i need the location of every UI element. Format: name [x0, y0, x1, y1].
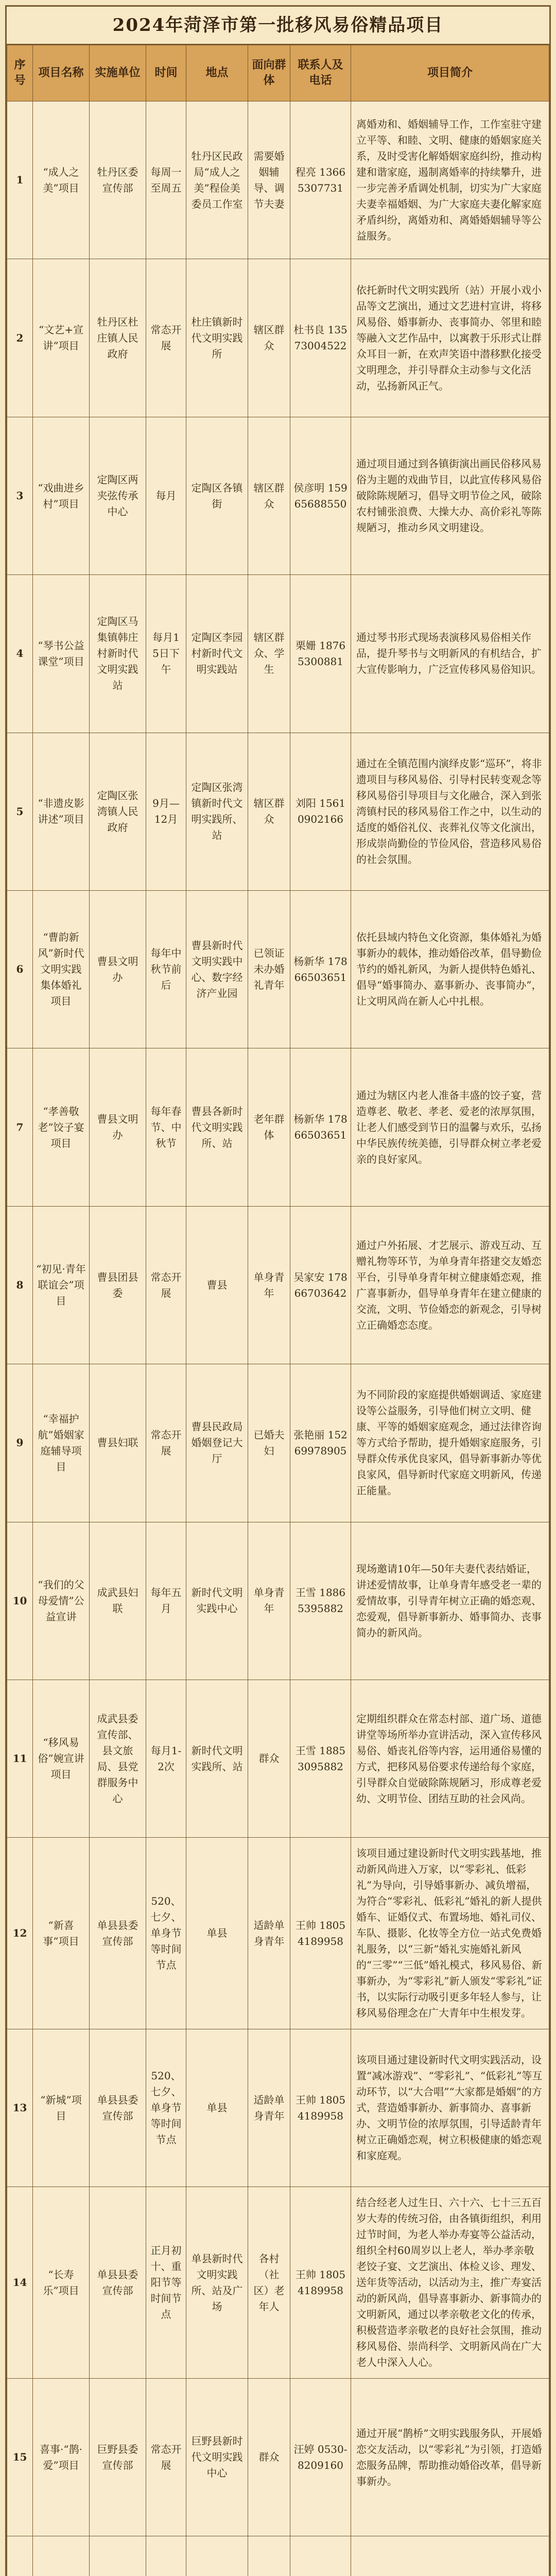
- cell-unit: 牡丹区委宣传部: [90, 101, 146, 259]
- table-row: [7, 101, 549, 259]
- cell-seq: 12: [7, 1838, 33, 2029]
- cell-intro: 通过户外拓展、才艺展示、游戏互动、互赠礼物等环节，为单身青年搭建交友婚恋平台，引导单身青年树立健康婚恋观，推广喜事新办，倡导单身青年在建立健康的交流，文明、节俭婚恋的新观念，引导树立正确婚恋态度。: [351, 1206, 549, 1364]
- cell-group: 群众: [248, 2378, 290, 2536]
- cell-intro: 依托新时代文明实践所（站）开展小戏小品等文艺演出，通过文艺进村宣讲，将移风易俗、婚事新办、丧事简办、邻里和睦等融入文艺作品中，以寓教于乐形式让群众耳目一新，在欢声笑语中潜移默化接受文明理念，并引导群众主动参与文化活动，弘扬新风正气。: [351, 259, 549, 417]
- cell-place: 曹县新时代文明实践中心、数字经济产业园: [186, 891, 248, 1048]
- cell-contact: 王帅 18054189958: [290, 2029, 351, 2187]
- cell-seq: 4: [7, 575, 33, 733]
- cell-intro: 通过琴书形式现场表演移风易俗相关作品，提升琴书与文明新风的有机结合，扩大宣传影响力，广泛宣传移风易俗知识。: [351, 575, 549, 733]
- table-body: [7, 101, 549, 2576]
- cell-unit: 曹县文明办: [90, 1048, 146, 1206]
- cell-project-name: “成人之美”项目: [33, 101, 90, 259]
- cell-contact: 杜书良 13573004522: [290, 259, 351, 417]
- cell-seq: 8: [7, 1206, 33, 1364]
- cell-time: 520、七夕、单身节等时间节点: [146, 2029, 186, 2187]
- cell-project-name: [33, 2536, 90, 2576]
- cell-time: [146, 2536, 186, 2576]
- cell-seq: [7, 2536, 33, 2576]
- cell-seq: 11: [7, 1680, 33, 1838]
- cell-place: 单县: [186, 2029, 248, 2187]
- table-header-row: [7, 45, 549, 101]
- cell-contact: 栗姗 18765300881: [290, 575, 351, 733]
- cell-project-name: “新城”项目: [33, 2029, 90, 2187]
- cell-project-name: “孝善敬老”饺子宴项目: [33, 1048, 90, 1206]
- cell-intro: 该项目通过建设新时代文明实践活动，设置“减冰游戏”、“零彩礼”、“低彩礼”等互动环节，以“大合唱”“大家都是婚姻”的方式，营造婚事新办、新事简办、喜事新办、文明节俭的浓厚氛围，引导适龄青年树立正确婚恋观，树立积极健康的婚恋观和家庭观。: [351, 2029, 549, 2187]
- cell-place: 曹县各新时代文明实践所、站: [186, 1048, 248, 1206]
- cell-project-name: “幸福护航”婚姻家庭辅导项目: [33, 1364, 90, 1522]
- cell-project-name: “新喜事”项目: [33, 1838, 90, 2029]
- cell-unit: 成武县委宣传部、县文旅局、县党群服务中心: [90, 1680, 146, 1838]
- header-time: 时间: [146, 45, 186, 101]
- cell-unit: 巨野县委宣传部: [90, 2378, 146, 2536]
- cell-seq: 1: [7, 101, 33, 259]
- cell-group: 已领证未办婚礼青年: [248, 891, 290, 1048]
- cell-place: 曹县: [186, 1206, 248, 1364]
- cell-intro: 现场邀请10年—50年夫妻代表结婚证，讲述爱情故事，让单身青年感受老一辈的爱情故事，引导青年树立正确的婚恋观、恋爱观，倡导新事新办、婚事简办、丧事简办的新风尚。: [351, 1522, 549, 1680]
- cell-unit: 单县县委宣传部: [90, 2029, 146, 2187]
- cell-group: 适龄单身青年: [248, 1838, 290, 2029]
- table-row: [7, 2187, 549, 2378]
- cell-contact: [290, 2536, 351, 2576]
- table-row: [7, 2029, 549, 2187]
- cell-intro: 依托县域内特色文化资源，集体婚礼为婚事新办的载体，推动婚俗改革，倡导勤俭节约的婚礼新风，为新人提供特色婚礼、倡导“婚事简办、嘉事新办、丧事简办”，让文明风尚在新人心中扎根。: [351, 891, 549, 1048]
- cell-place: 单县新时代文明实践所、站及广场: [186, 2187, 248, 2378]
- cell-intro: 定期组织群众在常态村部、道广场、道德讲堂等场所举办宣讲活动，深入宣传移风易俗、婚丧礼俗等内容，运用通俗易懂的方式，把移风易俗要求传递给每个家庭，引导群众自觉破除陈规陋习，形成尊老爱幼、文明节俭、团结互助的社会风尚。: [351, 1680, 549, 1838]
- table-row: [7, 1206, 549, 1364]
- cell-seq: 9: [7, 1364, 33, 1522]
- cell-intro: 通过项目通过到各镇街演出画民俗移风易俗为主题的戏曲节目，以此宣传移风易俗破除陈规陋习，倡导文明节俭之风，破除农村铺张浪费、大操大办、高价彩礼等陈规陋习，推动乡风文明建设。: [351, 417, 549, 574]
- cell-intro: 通过在全镇范围内演绎皮影“巡环”，将非遗项目与移风易俗、引导村民转变观念等移风易俗引导项目与文化融合，深入到张湾镇村民的移风易俗工作之中，以生动的适度的婚俗礼仪、丧葬礼仪等文化演出，形成崇尚勤俭的节俭风俗，营造移风易俗的社会氛围。: [351, 733, 549, 890]
- cell-seq: 6: [7, 891, 33, 1048]
- cell-seq: 14: [7, 2187, 33, 2378]
- cell-place: 定陶区各镇街: [186, 417, 248, 574]
- cell-group: 单身青年: [248, 1206, 290, 1364]
- cell-group: 辖区群众、学生: [248, 575, 290, 733]
- cell-seq: 13: [7, 2029, 33, 2187]
- cell-group: 老年群体: [248, 1048, 290, 1206]
- cell-group: [248, 2536, 290, 2576]
- cell-contact: 张艳丽 15269978905: [290, 1364, 351, 1522]
- cell-contact: 程亮 13665307731: [290, 101, 351, 259]
- cell-time: 每月15日下午: [146, 575, 186, 733]
- cell-seq: 3: [7, 417, 33, 574]
- cell-project-name: “琴书公益课堂”项目: [33, 575, 90, 733]
- cell-intro: 通过开展“鹊桥”文明实践服务队，开展婚恋交友活动，以“零彩礼”为引领，打造婚恋服务品牌，帮助推动婚俗改革，倡导新事新办。: [351, 2378, 549, 2536]
- cell-intro: 为不同阶段的家庭提供婚姻调适、家庭建设等公益服务，引导他们树立文明、健康、平等的婚姻家庭观念，通过法律咨询等方式给予帮助，提升婚姻家庭服务，引导群众传承优良家风，倡导新事新办等优良家风，倡导新时代家庭文明新风，传递正能量。: [351, 1364, 549, 1522]
- cell-time: 常态开展: [146, 1364, 186, 1522]
- cell-contact: 王帅 18054189958: [290, 1838, 351, 2029]
- header-intro: 项目简介: [351, 45, 549, 101]
- cell-unit: 单县县委宣传部: [90, 1838, 146, 2029]
- cell-time: 9月—12月: [146, 733, 186, 890]
- cell-group: 辖区群众: [248, 733, 290, 890]
- cell-seq: 15: [7, 2378, 33, 2536]
- cell-project-name: “非遗皮影讲述”项目: [33, 733, 90, 890]
- cell-time: 520、七夕、单身节等时间节点: [146, 1838, 186, 2029]
- cell-group: 群众: [248, 1680, 290, 1838]
- cell-place: 定陶区李园村新时代文明实践站: [186, 575, 248, 733]
- cell-project-name: “曹韵新风”新时代文明实践集体婚礼项目: [33, 891, 90, 1048]
- header-seq: 序号: [7, 45, 33, 101]
- header-group: 面向群体: [248, 45, 290, 101]
- cell-contact: 吴家安 17866703642: [290, 1206, 351, 1364]
- cell-intro: 结合经老人过生日、六十六、七十三五百岁大寿的传统习俗，由各镇街组织，利用过节时间，为老人举办寿宴等公益活动，组织全村60周岁以上老人，举办孝亲敬老饺子宴、文艺演出、体检义诊、理发、送年货等活动，以活动为主，推广寿宴活动的新风尚，倡导喜事新办、新事简办的文明新风，通过以孝亲敬老文化的传承，积极营造孝亲敬老的良好社会氛围，推动移风易俗、崇尚科学、文明新风尚在广大老人中深入人心。: [351, 2187, 549, 2378]
- cell-time: 常态开展: [146, 259, 186, 417]
- document-title: 2024年菏泽市第一批移风易俗精品项目: [7, 7, 549, 45]
- cell-project-name: “长寿乐”项目: [33, 2187, 90, 2378]
- cell-seq: 5: [7, 733, 33, 890]
- cell-unit: 定陶区两夹弦传承中心: [90, 417, 146, 574]
- cell-unit: 单县县委宣传部: [90, 2187, 146, 2378]
- cell-time: 每月1-2次: [146, 1680, 186, 1838]
- cell-intro: 通过为辖区内老人准备丰盛的饺子宴，营造尊老、敬老、孝老、爱老的浓厚氛围，让老人们感受到节日的温馨与欢乐，弘扬中华民族传统美德，引导群众树立孝老爱亲的良好家风。: [351, 1048, 549, 1206]
- table-row: [7, 891, 549, 1048]
- cell-group: 已婚夫妇: [248, 1364, 290, 1522]
- cell-contact: 侯彦明 15965688550: [290, 417, 351, 574]
- cell-time: 每年中秋节前后: [146, 891, 186, 1048]
- cell-project-name: “我们的父母爱情”公益宣讲: [33, 1522, 90, 1680]
- cell-unit: 曹县文明办: [90, 891, 146, 1048]
- cell-time: 正月初十、重阳节等时间节点: [146, 2187, 186, 2378]
- cell-group: 辖区群众: [248, 259, 290, 417]
- projects-table: [7, 45, 549, 2576]
- cell-unit: 牡丹区杜庄镇人民政府: [90, 259, 146, 417]
- cell-project-name: “戏曲进乡村”项目: [33, 417, 90, 574]
- cell-unit: 定陶区张湾镇人民政府: [90, 733, 146, 890]
- cell-contact: 王雪 18865395882: [290, 1522, 351, 1680]
- header-contact: 联系人及电话: [290, 45, 351, 101]
- cell-group: 需要婚姻辅导、调节夫妻: [248, 101, 290, 259]
- cell-contact: 杨新华 17866503651: [290, 891, 351, 1048]
- cell-place: 牡丹区民政局“成人之美”程俭美委员工作室: [186, 101, 248, 259]
- table-row: [7, 2378, 549, 2536]
- header-unit: 实施单位: [90, 45, 146, 101]
- cell-place: [186, 2536, 248, 2576]
- cell-unit: 曹县团县委: [90, 1206, 146, 1364]
- cell-group: 单身青年: [248, 1522, 290, 1680]
- cell-project-name: “初见·青年联谊会”项目: [33, 1206, 90, 1364]
- cell-place: 杜庄镇新时代文明实践所: [186, 259, 248, 417]
- cell-place: 单县: [186, 1838, 248, 2029]
- cell-contact: 刘阳 15610902166: [290, 733, 351, 890]
- cell-intro: [351, 2536, 549, 2576]
- cell-contact: 杨新华 17866503651: [290, 1048, 351, 1206]
- table-row: [7, 1048, 549, 1206]
- cell-time: 每月: [146, 417, 186, 574]
- cell-time: 常态开展: [146, 1206, 186, 1364]
- cell-place: 新时代文明实践中心: [186, 1522, 248, 1680]
- table-row: [7, 1680, 549, 1838]
- cell-unit: 曹县妇联: [90, 1364, 146, 1522]
- cell-unit: [90, 2536, 146, 2576]
- cell-seq: 7: [7, 1048, 33, 1206]
- cell-project-name: 喜事·“鹊·爱”项目: [33, 2378, 90, 2536]
- cell-time: 常态开展: [146, 2378, 186, 2536]
- cell-contact: 汪婷 0530-8209160: [290, 2378, 351, 2536]
- cell-unit: 定陶区马集镇韩庄村新时代文明实践站: [90, 575, 146, 733]
- table-row: [7, 733, 549, 890]
- cell-group: 辖区群众: [248, 417, 290, 574]
- table-row: [7, 259, 549, 417]
- header-place: 地点: [186, 45, 248, 101]
- cell-seq: 2: [7, 259, 33, 417]
- table-row: [7, 1838, 549, 2029]
- table-row: [7, 2536, 549, 2576]
- cell-project-name: “移风易俗”婉宣讲项目: [33, 1680, 90, 1838]
- cell-unit: 成武县妇联: [90, 1522, 146, 1680]
- cell-intro: 离婚劝和、婚姻辅导工作，工作室驻守建立平等、和睦、文明、健康的婚姻家庭关系，及时受害化解婚姻家庭纠纷，推动构建和谐家庭，遏制离婚率的持续攀升，进一步完善矛盾调处机制，切实为广大家庭夫妻幸福婚姻、为广大家庭夫妻化解家庭矛盾纠纷，离婚劝和、离婚婚姻辅导等公益服务。: [351, 101, 549, 259]
- cell-contact: 王帅 18054189958: [290, 2187, 351, 2378]
- cell-project-name: “文艺+宣讲”项目: [33, 259, 90, 417]
- table-row: [7, 1522, 549, 1680]
- cell-time: 每年春节、中秋节: [146, 1048, 186, 1206]
- header-name: 项目名称: [33, 45, 90, 101]
- cell-place: 定陶区张湾镇新时代文明实践所、站: [186, 733, 248, 890]
- cell-group: 各村（社区）老年人: [248, 2187, 290, 2378]
- cell-time: 每年五月: [146, 1522, 186, 1680]
- cell-seq: 10: [7, 1522, 33, 1680]
- cell-time: 每周一至周五: [146, 101, 186, 259]
- table-row: [7, 575, 549, 733]
- document-frame: [5, 5, 551, 2576]
- table-row: [7, 417, 549, 574]
- table-row: [7, 1364, 549, 1522]
- cell-place: 巨野县新时代文明实践中心: [186, 2378, 248, 2536]
- cell-place: 新时代文明实践所、站: [186, 1680, 248, 1838]
- cell-intro: 该项目通过建设新时代文明实践基地，推动新风尚进入万家，以“零彩礼、低彩礼”为导向，引导婚事新办、减负增福，为符合“零彩礼、低彩礼”婚礼的新人提供婚车、证婚仪式、布置场地、婚礼司仪、车队、摄影、化妆等全方位一站式免费婚礼服务，以“三新”婚礼实施婚礼新风的“三零”“三低”婚礼模式，移风易俗、新事新办，为“零彩礼”新人颁发“零彩礼”证书，以实际行动吸引更多年轻人参与，让移风易俗理念在广大青年中生根发芽。: [351, 1838, 549, 2029]
- cell-group: 适龄单身青年: [248, 2029, 290, 2187]
- cell-place: 曹县民政局婚姻登记大厅: [186, 1364, 248, 1522]
- cell-contact: 王雪 18853095882: [290, 1680, 351, 1838]
